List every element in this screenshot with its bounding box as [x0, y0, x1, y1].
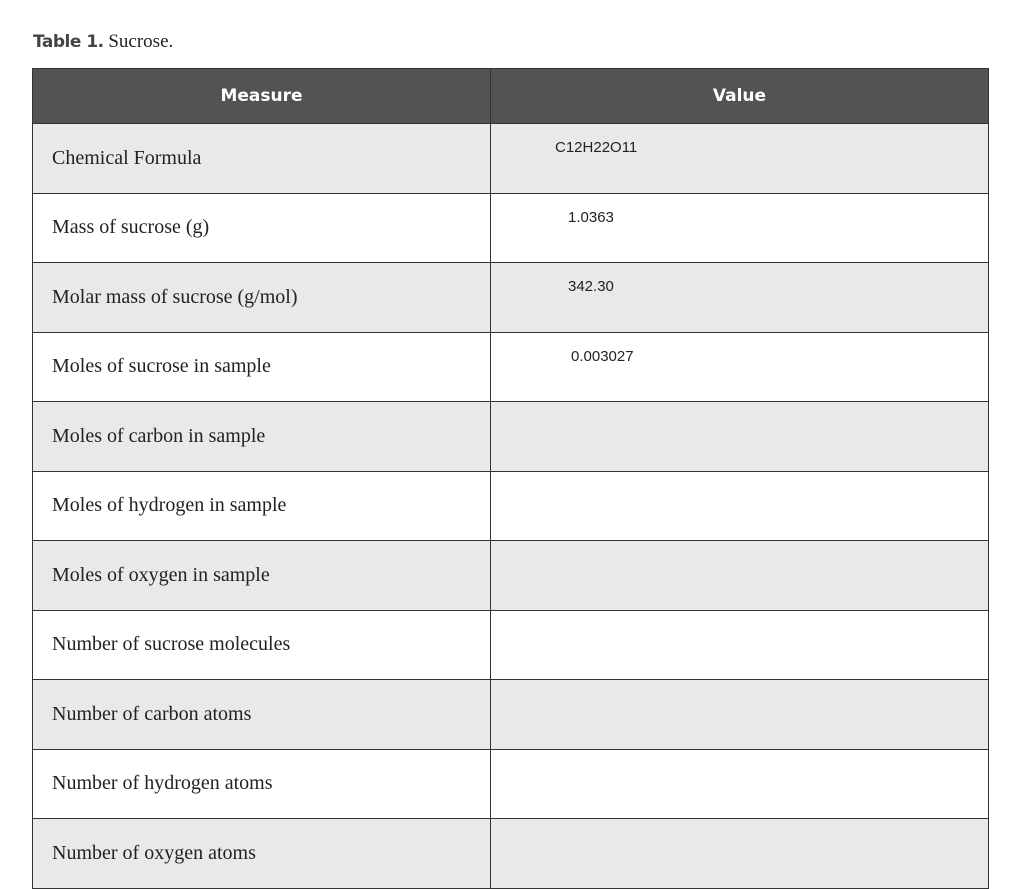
table-caption — [33, 31, 173, 53]
measure-cell: Chemical Formula — [33, 124, 491, 194]
value-text: 1.0363 — [568, 208, 614, 226]
value-cell[interactable] — [491, 749, 989, 819]
measure-cell: Moles of sucrose in sample — [33, 332, 491, 402]
measure-cell: Number of oxygen atoms — [33, 819, 491, 889]
header-measure: Measure — [33, 69, 491, 124]
value-text: 342.30 — [568, 278, 614, 295]
table-row — [33, 819, 989, 889]
value-cell[interactable] — [491, 193, 989, 263]
measure-cell: Number of hydrogen atoms — [33, 749, 491, 819]
measure-cell: Mass of sucrose (g) — [33, 193, 491, 263]
value-cell[interactable] — [491, 610, 989, 680]
value-cell[interactable] — [491, 819, 989, 889]
value-cell[interactable] — [491, 263, 989, 333]
table-row — [33, 471, 989, 541]
measure-cell: Molar mass of sucrose (g/mol) — [33, 263, 491, 333]
table-row — [33, 680, 989, 750]
value-cell[interactable] — [491, 541, 989, 611]
sucrose-table — [32, 68, 989, 889]
measure-cell: Moles of oxygen in sample — [33, 541, 491, 611]
measure-cell: Number of sucrose molecules — [33, 610, 491, 680]
table-row — [33, 124, 989, 194]
header-value: Value — [491, 69, 989, 124]
measure-cell: Number of carbon atoms — [33, 680, 491, 750]
value-cell[interactable] — [491, 680, 989, 750]
table-title: Sucrose. — [108, 31, 174, 52]
value-cell[interactable] — [491, 124, 989, 194]
measure-cell: Moles of carbon in sample — [33, 402, 491, 472]
table-number: Table 1. — [33, 32, 104, 52]
table-row — [33, 402, 989, 472]
value-cell[interactable] — [491, 402, 989, 472]
table-row — [33, 610, 989, 680]
table-row — [33, 263, 989, 333]
value-cell[interactable] — [491, 332, 989, 402]
value-text: 0.003027 — [571, 347, 634, 365]
value-cell[interactable] — [491, 471, 989, 541]
measure-cell: Moles of hydrogen in sample — [33, 471, 491, 541]
value-text: C12H22O11 — [555, 139, 638, 156]
table-row — [33, 541, 989, 611]
table-row — [33, 332, 989, 402]
table-row — [33, 749, 989, 819]
header-row — [33, 69, 989, 124]
table-row — [33, 193, 989, 263]
